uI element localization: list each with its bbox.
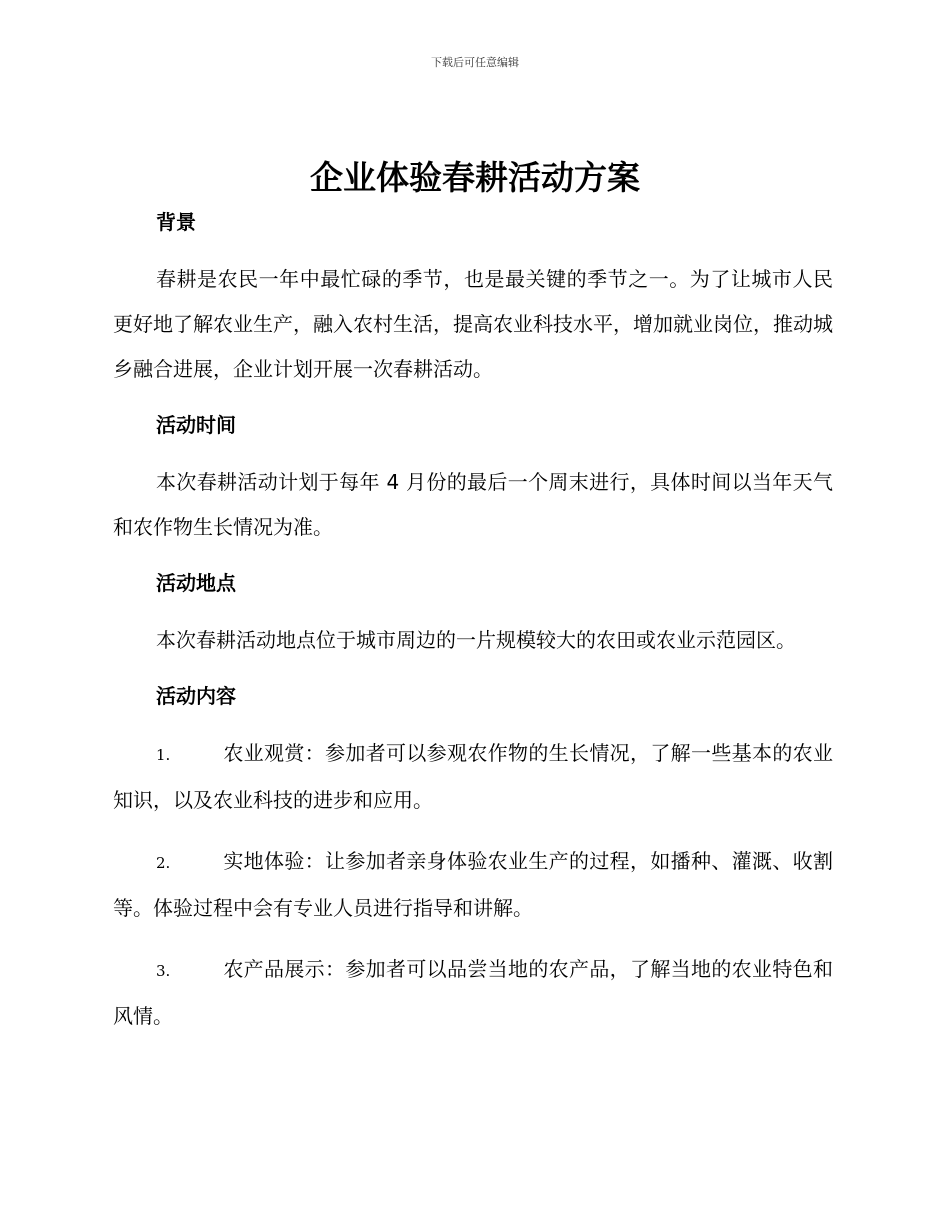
list-number: 1. <box>156 746 171 764</box>
document-body <box>113 205 833 1039</box>
list-item <box>113 839 833 931</box>
list-item-text: 农产品展示：参加者可以品尝当地的农产品，了解当地的农业特色和风情。 <box>113 957 833 1028</box>
list-item-text: 农业观赏：参加者可以参观农作物的生长情况，了解一些基本的农业知识，以及农业科技的进步和应用。 <box>113 741 833 812</box>
list-number: 2. <box>156 854 171 872</box>
section-heading-location: 活动地点 <box>156 571 236 595</box>
list-item <box>113 947 833 1039</box>
list-number: 3. <box>156 962 171 980</box>
section-paragraph-location: 本次春耕活动地点位于城市周边的一片规模较大的农田或农业示范园区。 <box>156 628 796 652</box>
document-title: 企业体验春耕活动方案 <box>310 158 640 197</box>
section-paragraph-background: 春耕是农民一年中最忙碌的季节，也是最关键的季节之一。为了让城市人民更好地了解农业生产，融入农村生活，提高农业科技水平，增加就业岗位，推动城乡融合进展，企业计划开展一次春耕活动。 <box>113 267 833 381</box>
section-paragraph-time: 本次春耕活动计划于每年 4 月份的最后一个周末进行，具体时间以当年天气和农作物生长情况为准。 <box>113 470 833 539</box>
section-heading-time: 活动时间 <box>156 413 236 437</box>
list-item <box>113 731 833 823</box>
section-heading-background: 背景 <box>156 210 196 234</box>
header-note: 下载后可任意编辑 <box>431 56 519 69</box>
section-heading-content: 活动内容 <box>156 684 236 708</box>
list-item-text: 实地体验：让参加者亲身体验农业生产的过程，如播种、灌溉、收割等。体验过程中会有专业人员进行指导和讲解。 <box>113 849 833 920</box>
